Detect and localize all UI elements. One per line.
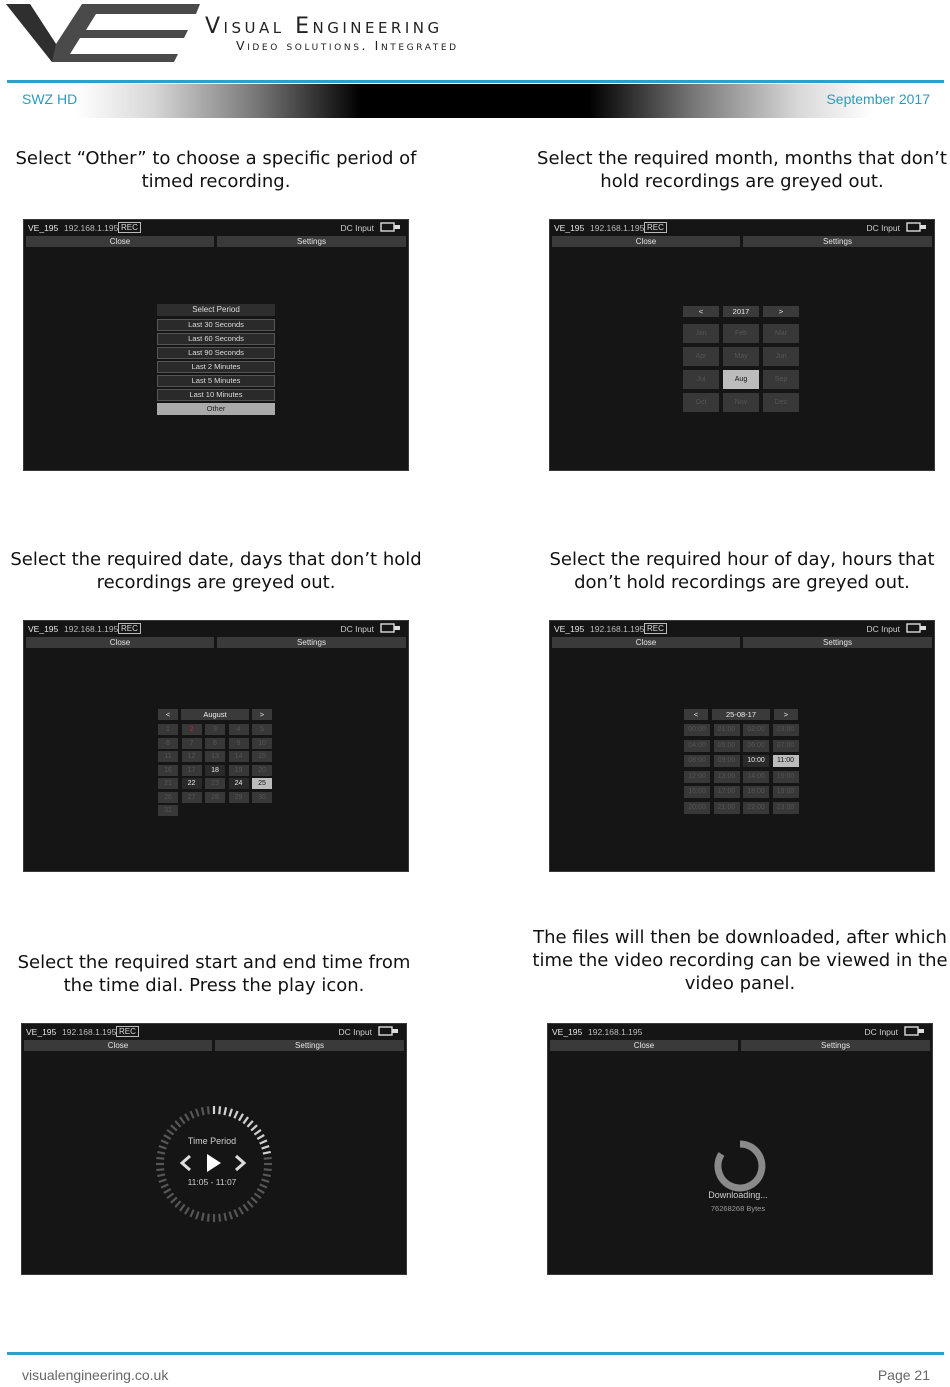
dial-tick <box>164 1135 171 1139</box>
dial-tick <box>185 1207 189 1214</box>
day-cell[interactable]: 18 <box>205 765 225 776</box>
day-cell[interactable]: 29 <box>229 792 249 803</box>
dc-plug-icon <box>906 623 928 633</box>
hour-cell[interactable]: 19:00 <box>773 786 799 798</box>
power-source: DC Input <box>866 624 900 634</box>
device-name: VE_195 <box>552 1027 583 1037</box>
day-cell[interactable]: 27 <box>182 792 202 803</box>
day-cell[interactable]: 3 <box>205 724 225 735</box>
dial-tick <box>229 1109 231 1117</box>
day-cell[interactable]: 30 <box>252 792 272 803</box>
device-name: VE_195 <box>28 624 59 634</box>
time-range: 11:05 - 11:07 <box>187 1177 237 1187</box>
dial-tick <box>239 1207 243 1214</box>
dial-tick <box>180 1117 185 1123</box>
hour-cell[interactable]: 11:00 <box>773 755 799 767</box>
dial-tick <box>254 1130 260 1135</box>
dial-tick <box>257 1135 264 1139</box>
rec-badge: REC <box>118 222 141 233</box>
dial-tick <box>175 1201 180 1207</box>
device-ip: 192.168.1.195 <box>62 1027 117 1037</box>
caption-select-hour: Select the required hour of day, hours that don’t hold recordings are greyed out. <box>549 549 935 593</box>
day-cell[interactable]: 11 <box>158 751 178 762</box>
hour-cell[interactable]: 15:00 <box>773 771 799 783</box>
menu-item[interactable]: Last 30 Seconds <box>157 319 275 331</box>
caption-select-date: Select the required date, days that don’t hold recordings are greyed out. <box>10 549 422 593</box>
settings-button[interactable]: Settings <box>741 1040 930 1051</box>
status-bar <box>550 621 934 636</box>
screenshot-time-dial <box>21 1023 407 1275</box>
dial-tick <box>180 1204 185 1210</box>
hour-cell[interactable]: 12:00 <box>684 771 710 783</box>
device-ip: 192.168.1.195 <box>590 223 645 233</box>
device-name: VE_195 <box>26 1027 57 1037</box>
day-cell[interactable]: 8 <box>205 738 225 749</box>
hour-cell[interactable]: 17:00 <box>714 786 740 798</box>
next-year-button[interactable]: > <box>763 306 799 317</box>
dial-tick <box>257 1189 264 1193</box>
dial-tick <box>262 1146 270 1148</box>
dial-tick <box>239 1114 243 1121</box>
dc-plug-icon <box>380 222 402 232</box>
brand-title: Visual Engineering <box>205 14 443 39</box>
hour-cell[interactable]: 02:00 <box>743 724 769 736</box>
hour-cell[interactable]: 22:00 <box>743 802 769 814</box>
hour-cell[interactable]: 09:00 <box>714 755 740 767</box>
screenshot-period-menu <box>23 219 409 471</box>
dial-tick <box>243 1117 248 1123</box>
settings-button[interactable]: Settings <box>743 637 932 648</box>
month-cell[interactable]: Jul <box>683 370 719 389</box>
loading-spinner-icon <box>713 1139 767 1193</box>
dial-tick <box>247 1121 252 1127</box>
day-cell[interactable]: 21 <box>158 778 178 789</box>
day-cell[interactable]: 6 <box>158 738 178 749</box>
dc-plug-icon <box>906 222 928 232</box>
settings-button[interactable]: Settings <box>217 637 406 648</box>
day-cell[interactable]: 19 <box>229 765 249 776</box>
hour-cell[interactable]: 05:00 <box>714 740 740 752</box>
visual-engineering-logo <box>0 0 205 66</box>
month-cell[interactable]: Mar <box>763 324 799 343</box>
dial-tick <box>161 1184 168 1187</box>
day-cell[interactable]: 9 <box>229 738 249 749</box>
prev-day-button[interactable]: < <box>684 709 708 720</box>
settings-button[interactable]: Settings <box>215 1040 404 1051</box>
month-cell[interactable]: Oct <box>683 393 719 412</box>
dial-tick <box>247 1201 252 1207</box>
dial-tick <box>251 1125 257 1130</box>
next-day-button[interactable]: > <box>774 709 798 720</box>
dial-tick <box>167 1193 173 1198</box>
device-name: VE_195 <box>28 223 59 233</box>
close-button[interactable]: Close <box>26 236 214 247</box>
date-label: 25-08-17 <box>712 709 770 720</box>
settings-button[interactable]: Settings <box>743 236 932 247</box>
dial-tick <box>159 1179 167 1181</box>
dial-tick <box>264 1158 272 1159</box>
menu-title: Select Period <box>157 304 275 316</box>
month-cell[interactable]: Jan <box>683 324 719 343</box>
dial-tick <box>224 1107 226 1115</box>
menu-item-other[interactable]: Other <box>157 403 275 415</box>
day-cell[interactable]: 17 <box>182 765 202 776</box>
dial-tick <box>254 1193 260 1198</box>
product-name: SWZ HD <box>22 91 78 107</box>
menu-item[interactable]: Last 5 Minutes <box>157 375 275 387</box>
rec-badge: REC <box>644 623 667 634</box>
device-ip: 192.168.1.195 <box>590 624 645 634</box>
dial-tick <box>196 1212 198 1220</box>
page-number: Page 21 <box>877 1367 930 1383</box>
dial-tick <box>262 1179 270 1181</box>
settings-button[interactable]: Settings <box>217 236 406 247</box>
menu-item[interactable]: Last 60 Seconds <box>157 333 275 345</box>
dc-plug-icon <box>378 1026 400 1036</box>
menu-item[interactable]: Last 10 Minutes <box>157 389 275 401</box>
hour-cell[interactable]: 21:00 <box>714 802 740 814</box>
day-cell[interactable]: 22 <box>182 778 202 789</box>
dial-tick <box>229 1212 231 1220</box>
dc-plug-icon <box>904 1026 926 1036</box>
menu-item[interactable]: Last 90 Seconds <box>157 347 275 359</box>
day-cell[interactable]: 13 <box>205 751 225 762</box>
play-icon[interactable] <box>207 1154 221 1172</box>
screenshot-downloading <box>547 1023 933 1275</box>
close-button[interactable]: Close <box>24 1040 212 1051</box>
dial-tick <box>196 1109 198 1117</box>
hour-cell[interactable]: 03:00 <box>773 724 799 736</box>
device-ip: 192.168.1.195 <box>588 1027 643 1037</box>
header-band <box>0 84 950 118</box>
status-bar <box>24 220 408 235</box>
hour-cell[interactable]: 13:00 <box>714 771 740 783</box>
hour-cell[interactable]: 04:00 <box>684 740 710 752</box>
status-bar <box>24 621 408 636</box>
year-label: 2017 <box>723 306 759 317</box>
screenshot-hour-picker <box>549 620 935 872</box>
select-period-menu <box>157 304 275 417</box>
dial-controls <box>177 1152 249 1174</box>
day-cell[interactable]: 25 <box>252 778 272 789</box>
dial-tick <box>171 1197 177 1202</box>
dial-tick <box>175 1121 180 1127</box>
dial-tick <box>159 1146 167 1148</box>
hour-cell[interactable]: 18:00 <box>743 786 769 798</box>
day-cell[interactable]: 16 <box>158 765 178 776</box>
rec-badge: REC <box>644 222 667 233</box>
footer-website[interactable]: visualengineering.co.uk <box>22 1367 169 1383</box>
dial-tick <box>156 1158 164 1159</box>
dial-tick <box>264 1169 272 1170</box>
day-cell[interactable]: 28 <box>205 792 225 803</box>
dial-tick <box>208 1214 209 1222</box>
dial-tick <box>157 1174 165 1176</box>
dial-tick <box>224 1213 226 1221</box>
month-cell[interactable]: Aug <box>723 370 759 389</box>
status-bar <box>550 220 934 235</box>
dial-tick <box>190 1210 193 1217</box>
caption-download: The files will then be downloaded, after which time the video recording can be viewed in the video panel. <box>532 927 948 994</box>
close-button[interactable]: Close <box>552 637 740 648</box>
dial-tick <box>234 1210 237 1217</box>
hour-cell[interactable]: 14:00 <box>743 771 769 783</box>
device-ip: 192.168.1.195 <box>64 223 119 233</box>
rec-badge: REC <box>116 1026 139 1037</box>
dial-tick <box>243 1204 248 1210</box>
close-button[interactable]: Close <box>550 1040 738 1051</box>
dial-tick <box>260 1140 267 1143</box>
day-cell[interactable]: 12 <box>182 751 202 762</box>
power-source: DC Input <box>864 1027 898 1037</box>
day-cell[interactable]: 14 <box>229 751 249 762</box>
hour-cell[interactable]: 00:00 <box>684 724 710 736</box>
power-source: DC Input <box>340 624 374 634</box>
day-cell[interactable]: 31 <box>158 805 178 816</box>
day-cell[interactable]: 15 <box>252 751 272 762</box>
dial-tick <box>219 1106 220 1114</box>
month-cell[interactable]: Feb <box>723 324 759 343</box>
dial-tick <box>202 1213 204 1221</box>
hour-cell[interactable]: 20:00 <box>684 802 710 814</box>
power-source: DC Input <box>340 223 374 233</box>
brand-subtitle: Video solutions. Integrated <box>236 38 459 53</box>
header-divider <box>7 80 944 83</box>
month-cell[interactable]: Dec <box>763 393 799 412</box>
day-cell[interactable]: 4 <box>229 724 249 735</box>
day-cell[interactable]: 24 <box>229 778 249 789</box>
dial-tick <box>171 1125 177 1130</box>
month-label: August <box>181 709 249 720</box>
hour-cell[interactable]: 23:00 <box>773 802 799 814</box>
download-bytes: 76268268 Bytes <box>710 1204 766 1213</box>
dial-tick <box>202 1107 204 1115</box>
day-cell[interactable]: 26 <box>158 792 178 803</box>
day-cell[interactable]: 20 <box>252 765 272 776</box>
dial-tick <box>263 1174 271 1176</box>
month-cell[interactable]: Apr <box>683 347 719 366</box>
caption-time-dial: Select the required start and end time from the time dial. Press the play icon. <box>17 952 411 996</box>
chevron-right-icon[interactable] <box>236 1156 244 1170</box>
hour-cell[interactable]: 01:00 <box>714 724 740 736</box>
close-button[interactable]: Close <box>552 236 740 247</box>
device-name: VE_195 <box>554 223 585 233</box>
document-date: September 2017 <box>826 91 930 107</box>
next-month-button[interactable]: > <box>252 709 272 720</box>
dial-tick <box>260 1184 267 1187</box>
download-status: Downloading... <box>708 1190 768 1200</box>
close-button[interactable]: Close <box>26 637 214 648</box>
hour-cell[interactable]: 16:00 <box>684 786 710 798</box>
menu-item[interactable]: Last 2 Minutes <box>157 361 275 373</box>
month-cell[interactable]: Sep <box>763 370 799 389</box>
dial-tick <box>219 1214 220 1222</box>
power-source: DC Input <box>338 1027 372 1037</box>
status-bar <box>22 1024 406 1039</box>
dial-tick <box>190 1111 193 1118</box>
rec-badge: REC <box>118 623 141 634</box>
dial-tick <box>167 1130 173 1135</box>
prev-year-button[interactable]: < <box>683 306 719 317</box>
dial-tick <box>157 1152 165 1154</box>
dial-tick <box>208 1106 209 1114</box>
day-cell[interactable]: 1 <box>158 724 178 735</box>
caption-select-other: Select “Other” to choose a specific period of timed recording. <box>15 148 417 192</box>
power-source: DC Input <box>866 223 900 233</box>
day-cell[interactable]: 2 <box>182 724 202 735</box>
hour-cell[interactable]: 08:00 <box>684 755 710 767</box>
month-cell[interactable]: Nov <box>723 393 759 412</box>
time-period-label: Time Period <box>187 1136 237 1146</box>
hour-cell[interactable]: 06:00 <box>743 740 769 752</box>
dc-plug-icon <box>380 623 402 633</box>
day-cell[interactable]: 7 <box>182 738 202 749</box>
dial-tick <box>234 1111 237 1118</box>
prev-month-button[interactable]: < <box>158 709 178 720</box>
hour-cell[interactable]: 07:00 <box>773 740 799 752</box>
footer-divider <box>7 1352 944 1355</box>
caption-select-month: Select the required month, months that don’t hold recordings are greyed out. <box>537 148 947 192</box>
hour-cell[interactable]: 10:00 <box>743 755 769 767</box>
dial-tick <box>263 1152 271 1154</box>
dial-tick <box>251 1197 257 1202</box>
day-cell[interactable]: 10 <box>252 738 272 749</box>
screenshot-month-picker <box>549 219 935 471</box>
device-name: VE_195 <box>554 624 585 634</box>
dial-tick <box>185 1114 189 1121</box>
month-cell[interactable]: Jun <box>763 347 799 366</box>
dial-tick <box>156 1169 164 1170</box>
month-cell[interactable]: May <box>723 347 759 366</box>
device-ip: 192.168.1.195 <box>64 624 119 634</box>
chevron-left-icon[interactable] <box>182 1156 190 1170</box>
dial-tick <box>164 1189 171 1193</box>
day-cell[interactable]: 5 <box>252 724 272 735</box>
day-cell[interactable]: 23 <box>205 778 225 789</box>
dial-tick <box>161 1140 168 1143</box>
screenshot-day-picker <box>23 620 409 872</box>
status-bar <box>548 1024 932 1039</box>
